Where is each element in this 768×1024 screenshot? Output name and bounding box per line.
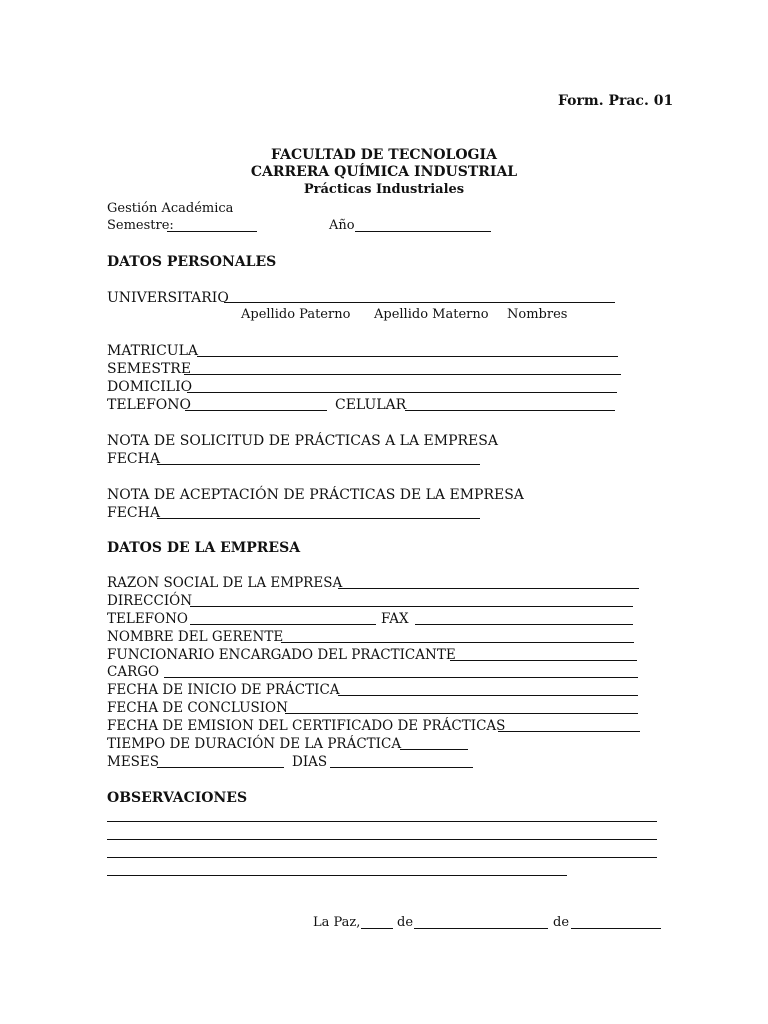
tiempo-duracion-label: TIEMPO DE DURACIÓN DE LA PRÁCTICA [107,736,402,752]
fecha-certificado-field-line[interactable] [498,731,640,732]
footer-day-field-line[interactable] [361,928,393,929]
section-title-observaciones: OBSERVACIONES [107,790,248,806]
dias-field-line[interactable] [330,767,473,768]
fecha-inicio-field-line[interactable] [338,695,638,696]
observaciones-line-4[interactable] [107,875,567,876]
fecha-conclusion-label: FECHA DE CONCLUSION [107,700,288,716]
telefono-personal-label: TELEFONO [107,397,191,413]
observaciones-line-1[interactable] [107,821,657,822]
universitario-label: UNIVERSITARIO [107,290,229,306]
domicilio-label: DOMICILIO [107,379,193,395]
section-title-personal: DATOS PERSONALES [107,254,277,270]
gestion-label: Gestión Académica [107,201,234,216]
gerente-field-line[interactable] [281,642,634,643]
fecha-aceptacion-label: FECHA [107,505,160,521]
footer-year-field-line[interactable] [571,928,661,929]
matricula-field-line[interactable] [197,356,618,357]
fecha-conclusion-field-line[interactable] [285,713,638,714]
fecha-inicio-label: FECHA DE INICIO DE PRÁCTICA [107,682,340,698]
funcionario-label: FUNCIONARIO ENCARGADO DEL PRACTICANTE [107,647,456,663]
telefono-empresa-label: TELEFONO [107,611,188,627]
cargo-field-line[interactable] [164,677,638,678]
header-subtitle: Prácticas Industriales [303,182,465,197]
fecha-solicitud-label: FECHA [107,451,160,467]
anio-label: Año [329,218,355,233]
fecha-certificado-label: FECHA DE EMISION DEL CERTIFICADO DE PRÁCTICAS [107,718,506,734]
section-title-empresa: DATOS DE LA EMPRESA [107,540,301,556]
gerente-label: NOMBRE DEL GERENTE [107,629,284,645]
direccion-field-line[interactable] [190,606,633,607]
nota-aceptacion-label: NOTA DE ACEPTACIÓN DE PRÁCTICAS DE LA EMPRESA [107,487,524,503]
header-career: CARRERA QUÍMICA INDUSTRIAL [250,164,518,180]
footer-month-field-line[interactable] [414,928,548,929]
funcionario-field-line[interactable] [450,660,637,661]
header-faculty: FACULTAD DE TECNOLOGIA [271,147,497,163]
observaciones-line-2[interactable] [107,839,657,840]
semestre-field-line[interactable] [167,231,257,232]
meses-label: MESES [107,754,160,770]
semestre-label: Semestre: [107,218,174,233]
razon-social-label: RAZON SOCIAL DE LA EMPRESA [107,575,343,591]
nombres-caption: Nombres [507,307,568,322]
meses-field-line[interactable] [157,767,284,768]
celular-label: CELULAR [335,397,407,413]
observaciones-line-3[interactable] [107,857,657,858]
fax-label: FAX [381,611,409,627]
fecha-aceptacion-field-line[interactable] [157,518,480,519]
cargo-label: CARGO [107,664,160,680]
apellido-paterno-caption: Apellido Paterno [241,307,351,322]
universitario-field-line[interactable] [224,302,615,303]
fax-field-line[interactable] [415,624,633,625]
celular-field-line[interactable] [405,410,615,411]
domicilio-field-line[interactable] [187,392,617,393]
fecha-solicitud-field-line[interactable] [157,464,480,465]
telefono-personal-field-line[interactable] [185,410,327,411]
anio-field-line[interactable] [355,231,491,232]
semestre-personal-label: SEMESTRE [107,361,192,377]
footer-city: La Paz, [313,915,361,930]
semestre-personal-field-line[interactable] [184,374,621,375]
footer-de-1: de [397,915,414,930]
nota-solicitud-label: NOTA DE SOLICITUD DE PRÁCTICAS A LA EMPRESA [107,433,498,449]
dias-label: DIAS [292,754,328,770]
apellido-materno-caption: Apellido Materno [374,307,489,322]
form-code: Form. Prac. 01 [558,93,674,109]
direccion-label: DIRECCIÓN [107,593,193,609]
telefono-empresa-field-line[interactable] [190,624,376,625]
tiempo-duracion-field-line[interactable] [400,749,468,750]
razon-social-field-line[interactable] [338,588,639,589]
footer-de-2: de [553,915,570,930]
matricula-label: MATRICULA [107,343,199,359]
